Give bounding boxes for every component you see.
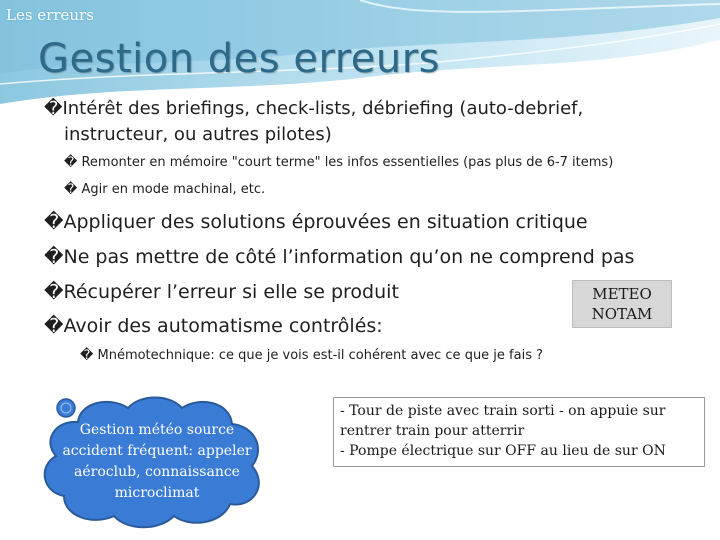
sub-bullet-text: Remonter en mémoire "court terme" les infos essentielles (pas plus de 6-7 items) [81, 155, 614, 170]
example-line: rentrer train pour atterrir [340, 423, 525, 439]
sub-bullet-item [80, 348, 543, 363]
bullet-item [44, 246, 634, 268]
bullet-text: Intérêt des briefings, check-lists, débriefing (auto-debrief, [62, 98, 584, 119]
examples-box [333, 397, 705, 467]
meteo-label: METEO [592, 285, 652, 303]
sub-bullet-item [64, 182, 265, 197]
page-title: Gestion des erreurs [38, 36, 440, 82]
cloud-line: aéroclub, connaissance [74, 464, 240, 480]
bullet-item [44, 315, 383, 337]
cloud-line: microclimat [114, 485, 200, 501]
notam-label: NOTAM [591, 305, 653, 323]
section-label: Les erreurs [6, 6, 94, 24]
bullet-text: Appliquer des solutions éprouvées en situation critique [63, 211, 588, 233]
bullet-item [44, 211, 588, 233]
sub-bullet-glyph-icon: � [64, 155, 78, 170]
bullet-glyph-icon: � [44, 246, 64, 268]
bullet-item [44, 281, 399, 303]
bullet-continuation: instructeur, ou autres pilotes) [64, 124, 332, 145]
cloud-text [52, 420, 262, 504]
bullet-text: Ne pas mettre de côté l’information qu’on ne comprend pas [63, 246, 635, 268]
example-line: - Tour de piste avec train sorti - on appuie sur [340, 403, 666, 419]
bullet-glyph-icon: � [44, 211, 64, 233]
bullet-text: Récupérer l’erreur si elle se produit [63, 281, 399, 303]
sub-bullet-item [64, 155, 613, 170]
bullet-text: Avoir des automatisme contrôlés: [63, 315, 383, 337]
sub-bullet-text: Agir en mode machinal, etc. [81, 182, 266, 197]
meteo-notam-box [572, 280, 672, 328]
bullet-item [44, 98, 583, 119]
cloud-line: accident fréquent: appeler [62, 443, 252, 459]
bullet-glyph-icon: � [44, 98, 63, 119]
sub-bullet-glyph-icon: � [80, 348, 94, 363]
sub-bullet-text: Mnémotechnique: ce que je vois est-il cohérent avec ce que je fais ? [97, 348, 544, 363]
example-line: - Pompe électrique sur OFF au lieu de sur ON [340, 443, 666, 459]
bullet-glyph-icon: � [44, 315, 64, 337]
cloud-line: Gestion météo source [79, 422, 235, 438]
sub-bullet-glyph-icon: � [64, 182, 78, 197]
bullet-glyph-icon: � [44, 281, 64, 303]
